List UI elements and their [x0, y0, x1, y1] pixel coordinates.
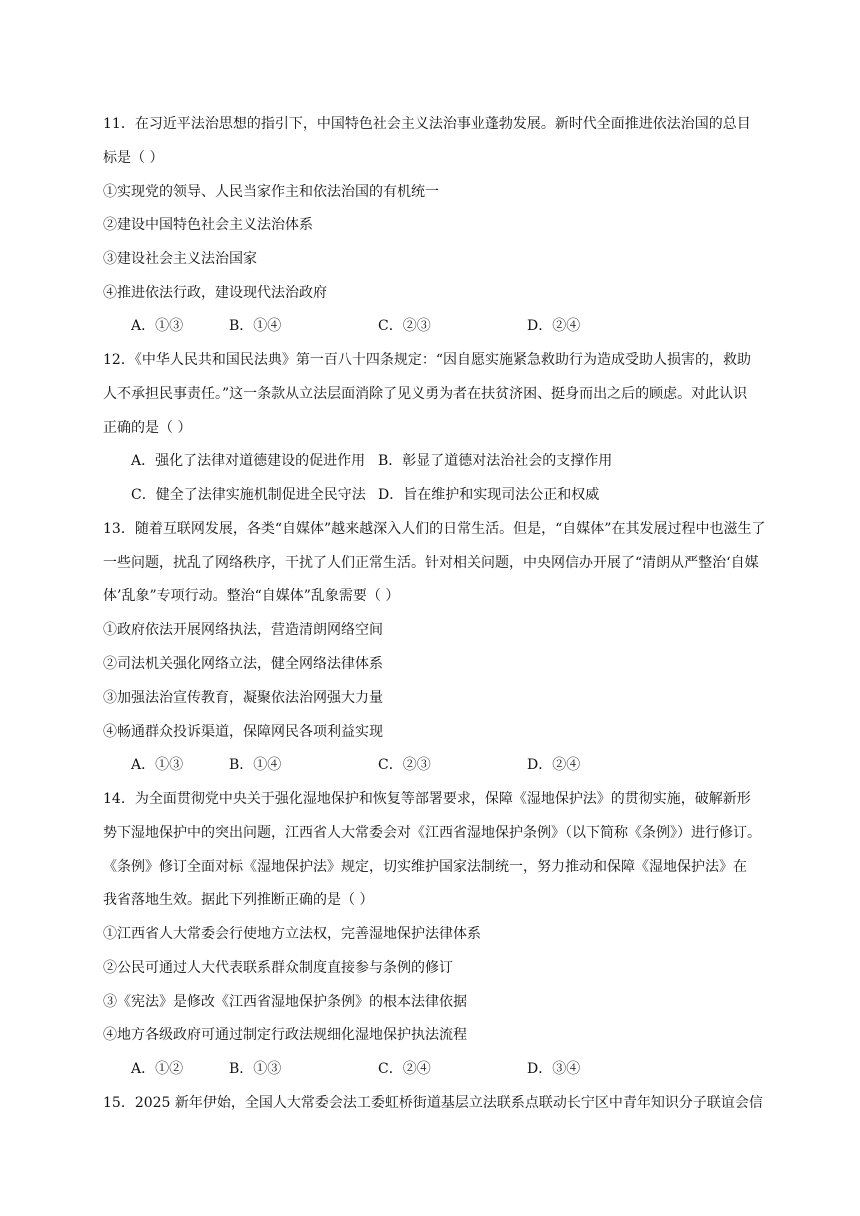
q14-stem-line-4: 我省落地生效。据此下列推断正确的是（ ）	[103, 892, 374, 908]
q14-stem-line-1: 14．为全面贯彻党中央关于强化湿地保护和恢复等部署要求，保障《湿地保护法》的贯彻实施，破解新形	[103, 791, 751, 807]
q13-option-a: A．①③	[131, 757, 184, 773]
q13-stem-line-1: 13．随着互联网发展，各类“自媒体”越来越深入人们的日常生活。但是，“自媒体”在其发展过程中也滋生了	[103, 521, 766, 537]
q14-option-c: C．②④	[378, 1061, 431, 1077]
q14-statement-4: ④地方各级政府可通过制定行政法规细化湿地保护执法流程	[103, 1027, 467, 1043]
q12-stem-line-3: 正确的是（ ）	[103, 420, 192, 436]
q14-stem-line-3: 《条例》修订全面对标《湿地保护法》规定，切实维护国家法制统一，努力推动和保障《湿地保护法》在	[103, 859, 747, 875]
q15-stem-line-1: 15．2025 新年伊始，全国人大常委会法工委虹桥街道基层立法联系点联动长宁区中青年知识分子联谊会信	[103, 1095, 763, 1111]
q13-statement-3: ③加强法治宣传教育，凝聚依法治网强大力量	[103, 690, 383, 706]
q11-option-d: D．②④	[527, 318, 581, 334]
q14-stem-line-2: 势下湿地保护中的突出问题，江西省人大常委会对《江西省湿地保护条例》（以下简称《条例》）进行修订。	[103, 825, 761, 841]
q13-statement-2: ②司法机关强化网络立法，健全网络法律体系	[103, 656, 383, 672]
q11-option-c: C．②③	[378, 318, 431, 334]
q13-stem-line-2: 一些问题，扰乱了网络秩序，干扰了人们正常生活。针对相关问题，中央网信办开展了“清朗从严整治‘自媒	[103, 555, 759, 571]
q12-option-a: A．强化了法律对道德建设的促进作用	[131, 453, 366, 469]
q11-option-a: A．①③	[131, 318, 184, 334]
q11-stem-line-2: 标是（ ）	[103, 150, 164, 166]
q13-option-d: D．②④	[527, 757, 581, 773]
q14-option-d: D．③④	[527, 1061, 581, 1077]
q13-statement-4: ④畅通群众投诉渠道，保障网民各项利益实现	[103, 724, 383, 740]
q14-statement-1: ①江西省人大常委会行使地方立法权，完善湿地保护法律体系	[103, 926, 481, 942]
q14-option-a: A．①②	[131, 1061, 184, 1077]
q11-statement-2: ②建设中国特色社会主义法治体系	[103, 217, 313, 233]
q12-stem-line-1: 12．《中华人民共和国民法典》第一百八十四条规定：“因自愿实施紧急救助行为造成受助人损害的，救助	[103, 352, 751, 368]
q12-stem-line-2: 人不承担民事责任。”这一条款从立法层面消除了见义勇为者在扶贫济困、挺身而出之后的顾虑。对此认识	[103, 386, 748, 402]
q14-statement-3: ③《宪法》是修改《江西省湿地保护条例》的根本法律依据	[103, 994, 467, 1010]
q13-stem-line-3: 体’乱象”专项行动。整治“自媒体”乱象需要（ ）	[103, 588, 400, 604]
q13-statement-1: ①政府依法开展网络执法，营造清朗网络空间	[103, 622, 383, 638]
q11-statement-3: ③建设社会主义法治国家	[103, 251, 257, 267]
q12-option-b: B．彰显了道德对法治社会的支撑作用	[378, 453, 613, 469]
q11-option-b: B．①④	[229, 318, 282, 334]
q11-statement-4: ④推进依法行政，建设现代法治政府	[103, 285, 327, 301]
q13-option-c: C．②③	[378, 757, 431, 773]
q14-option-b: B．①③	[229, 1061, 282, 1077]
q13-option-b: B．①④	[229, 757, 282, 773]
q14-statement-2: ②公民可通过人大代表联系群众制度直接参与条例的修订	[103, 960, 453, 976]
q11-stem-line-1: 11．在习近平法治思想的指引下，中国特色社会主义法治事业蓬勃发展。新时代全面推进依法治国的总目	[103, 116, 751, 132]
q12-option-c: C．健全了法律实施机制促进全民守法	[131, 487, 366, 503]
q12-option-d: D．旨在维护和实现司法公正和权威	[378, 487, 600, 503]
q11-statement-1: ①实现党的领导、人民当家作主和依法治国的有机统一	[103, 184, 439, 200]
